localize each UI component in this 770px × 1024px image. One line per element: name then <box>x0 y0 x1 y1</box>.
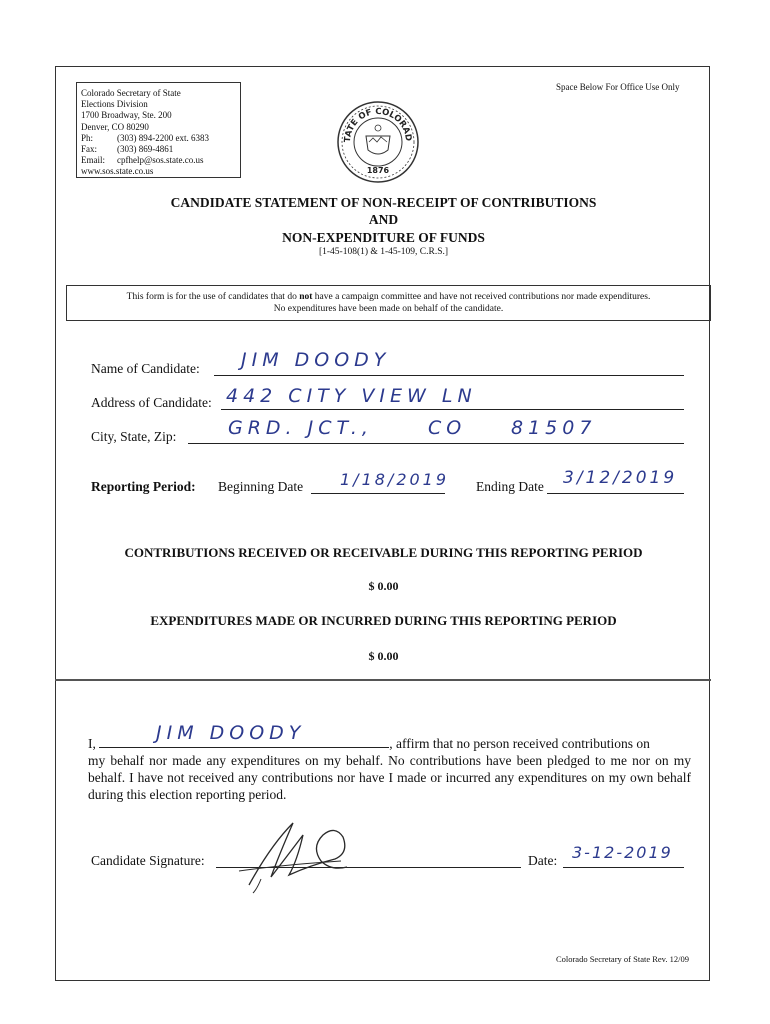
office-line: Elections Division <box>81 99 148 110</box>
svg-text:STATE OF COLORADO: TATE OF COLORAD <box>342 106 414 143</box>
signature-date-line <box>563 867 684 868</box>
reporting-period-label: Reporting Period: <box>91 479 196 494</box>
form-title-line-2: AND <box>368 212 399 227</box>
contributions-amount: $ 0.00 <box>368 579 399 593</box>
candidate-signature-icon[interactable] <box>231 815 361 895</box>
statute-citation: [1-45-108(1) & 1-45-109, C.R.S.] <box>318 247 449 257</box>
form-page <box>55 66 710 981</box>
revision-footer: Colorado Secretary of State Rev. 12/09 <box>555 954 689 964</box>
beginning-date-value[interactable]: 1/18/2019 <box>340 470 450 489</box>
form-title-line-1: CANDIDATE STATEMENT OF NON-RECEIPT OF CONTRIBUTIONS <box>170 195 597 210</box>
affirmation-body: my behalf nor made any expenditures on my behalf. No contributions have been pledged to me nor on my behalf. I have not received any contributions nor have I made or incurred any expenditures on my own behalf during this election reporting period. <box>88 753 691 802</box>
form-notice-box <box>66 285 711 321</box>
expenditures-amount: $ 0.00 <box>368 649 399 663</box>
candidate-address-label: Address of Candidate: <box>91 395 212 410</box>
state-seal-icon <box>336 100 420 184</box>
notice-line-2: No expenditures have been made on behalf of the candidate. <box>273 304 504 314</box>
ending-date-label: Ending Date <box>476 479 544 494</box>
signature-date-label: Date: <box>528 853 558 868</box>
section-divider <box>55 679 711 681</box>
signature-date-value[interactable]: 3-12-2019 <box>572 843 673 862</box>
city-state-zip-line <box>188 443 684 444</box>
office-address-box <box>76 82 241 178</box>
city-value[interactable]: GRD. JCT., <box>228 417 373 439</box>
contributions-heading: CONTRIBUTIONS RECEIVED OR RECEIVABLE DURING THIS REPORTING PERIOD <box>124 545 643 560</box>
candidate-address-value[interactable]: 442 CITY VIEW LN <box>226 385 477 407</box>
expenditures-heading: EXPENDITURES MADE OR INCURRED DURING THIS REPORTING PERIOD <box>150 613 617 628</box>
candidate-name-value[interactable]: JIM DOODY <box>241 349 391 371</box>
city-state-zip-label: City, State, Zip: <box>91 429 177 444</box>
office-website: www.sos.state.co.us <box>81 166 154 177</box>
affirmation-name-value[interactable]: JIM DOODY <box>156 722 306 744</box>
candidate-address-line <box>221 409 684 410</box>
state-value[interactable]: CO <box>428 417 467 439</box>
office-line: Denver, CO 80290 <box>81 121 149 132</box>
office-line: Colorado Secretary of State <box>81 88 181 98</box>
form-title-line-3: NON-EXPENDITURE OF FUNDS <box>282 230 485 245</box>
office-use-label: Space Below For Office Use Only <box>556 82 680 92</box>
ending-date-line <box>547 493 684 494</box>
ending-date-value[interactable]: 3/12/2019 <box>563 468 678 488</box>
zip-value[interactable]: 81507 <box>511 417 597 439</box>
notice-line-1: This form is for the use of candidates that do not have a campaign committee and have not received contributions nor made expenditures. <box>126 292 651 302</box>
office-line: 1700 Broadway, Ste. 200 <box>81 110 172 121</box>
affirmation-line-1: I, , affirm that no person received contributions on <box>88 736 650 751</box>
candidate-name-line <box>214 375 684 376</box>
candidate-signature-label: Candidate Signature: <box>91 853 205 868</box>
beginning-date-line <box>311 493 445 494</box>
office-fax: Fax: (303) 869-4861 <box>81 144 174 155</box>
office-email: Email: cpfhelp@sos.state.co.us <box>81 155 204 166</box>
candidate-name-label: Name of Candidate: <box>91 361 200 376</box>
office-phone: Ph: (303) 894-2200 ext. 6383 <box>81 132 209 143</box>
beginning-date-label: Beginning Date <box>218 479 304 494</box>
svg-text:1876: 1876 <box>366 166 390 175</box>
